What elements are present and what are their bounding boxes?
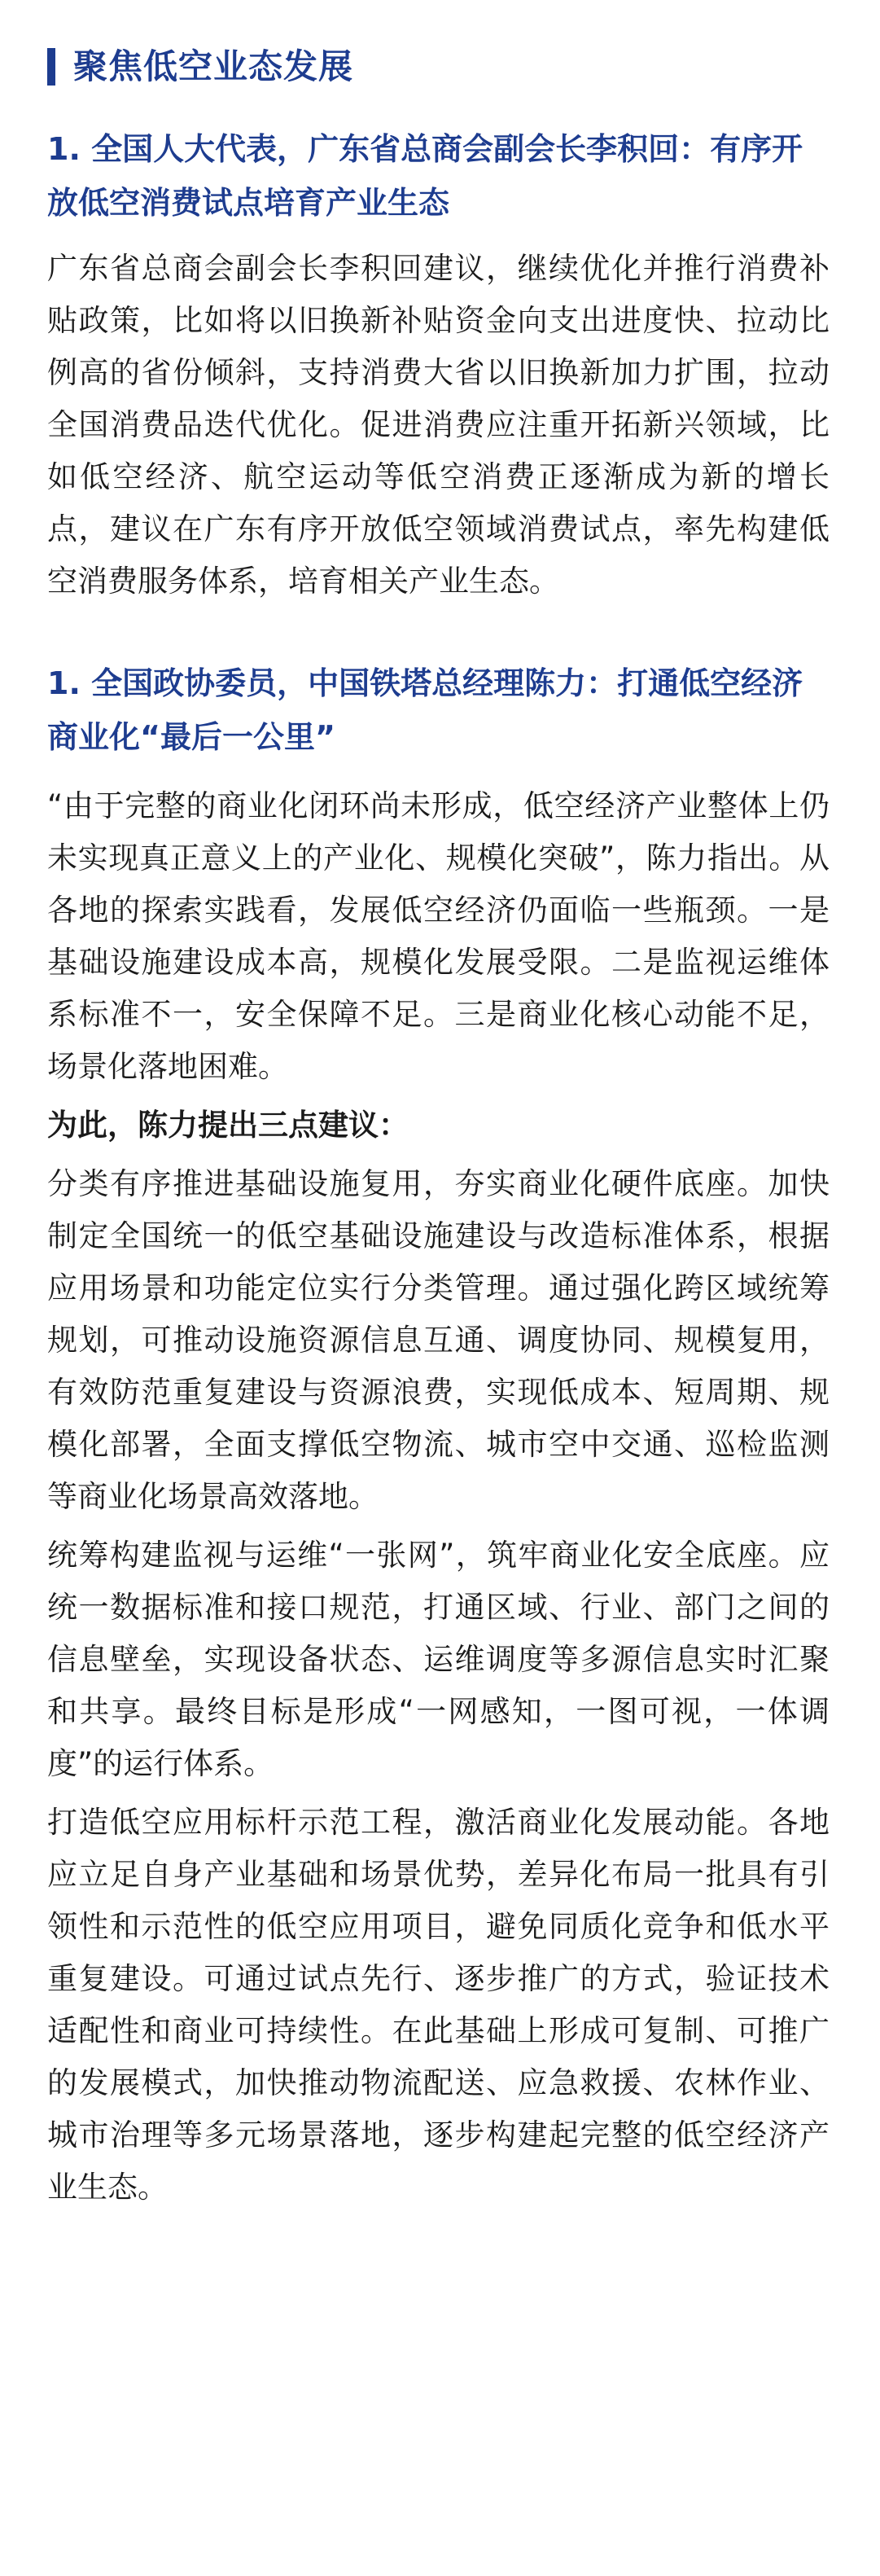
suggestion-2: 统筹构建监视与运维“一张网”，筑牢商业化安全底座。应统一数据标准和接口规范，打通区域、行业、部门之间的信息壁垒，实现设备状态、运维调度等多源信息实时汇聚和共享。最终目标是形成“一网感知，一图可视，一体调度”的运行体系。: [47, 1538, 830, 1781]
section-title-text: 聚焦低空业态发展: [73, 46, 354, 86]
article-1-paragraph: 广东省总商会副会长李积回建议，继续优化并推行消费补贴政策，比如将以旧换新补贴资金向支出进度快、拉动比例高的省份倾斜，支持消费大省以旧换新加力扩围，拉动全国消费品迭代优化。促进消费应注重开拓新兴领域，比如低空经济、航空运动等低空消费正逐渐成为新的增长点，建议在广东有序开放低空领域消费试点，率先构建低空消费服务体系，培育相关产业生态。: [47, 251, 830, 599]
suggestions-lead: 为此，陈力提出三点建议：: [47, 1108, 409, 1143]
article-2-intro: “由于完整的商业化闭环尚未形成，低空经济产业整体上仍未实现真正意义上的产业化、规模化突破”，陈力指出。从各地的探索实践看，发展低空经济仍面临一些瓶颈。一是基础设施建设成本高，规模化发展受限。二是监视运维体系标准不一，安全保障不足。三是商业化核心动能不足，场景化落地困难。: [47, 788, 830, 1084]
section-title: [47, 0, 830, 93]
article-heading-1: 1. 全国人大代表，广东省总商会副会长李积回：有序开放低空消费试点培育产业生态: [47, 131, 803, 221]
title-accent-bar: [47, 48, 55, 86]
suggestion-3: 打造低空应用标杆示范工程，激活商业化发展动能。各地应立足自身产业基础和场景优势，差异化布局一批具有引领性和示范性的低空应用项目，避免同质化竞争和低水平重复建设。可通过试点先行、逐步推广的方式，验证技术适配性和商业可持续性。在此基础上形成可复制、可推广的发展模式，加快推动物流配送、应急救援、农林作业、城市治理等多元场景落地，逐步构建起完整的低空经济产业生态。: [47, 1805, 830, 2205]
suggestion-1: 分类有序推进基础设施复用，夯实商业化硬件底座。加快制定全国统一的低空基础设施建设与改造标准体系，根据应用场景和功能定位实行分类管理。通过强化跨区域统筹规划，可推动设施资源信息互通、调度协同、规模复用，有效防范重复建设与资源浪费，实现低成本、短周期、规模化部署，全面支撑低空物流、城市空中交通、巡检监测等商业化场景高效落地。: [47, 1166, 830, 1514]
article-heading-2: 1. 全国政协委员，中国铁塔总经理陈力：打通低空经济商业化“最后一公里”: [47, 665, 803, 755]
